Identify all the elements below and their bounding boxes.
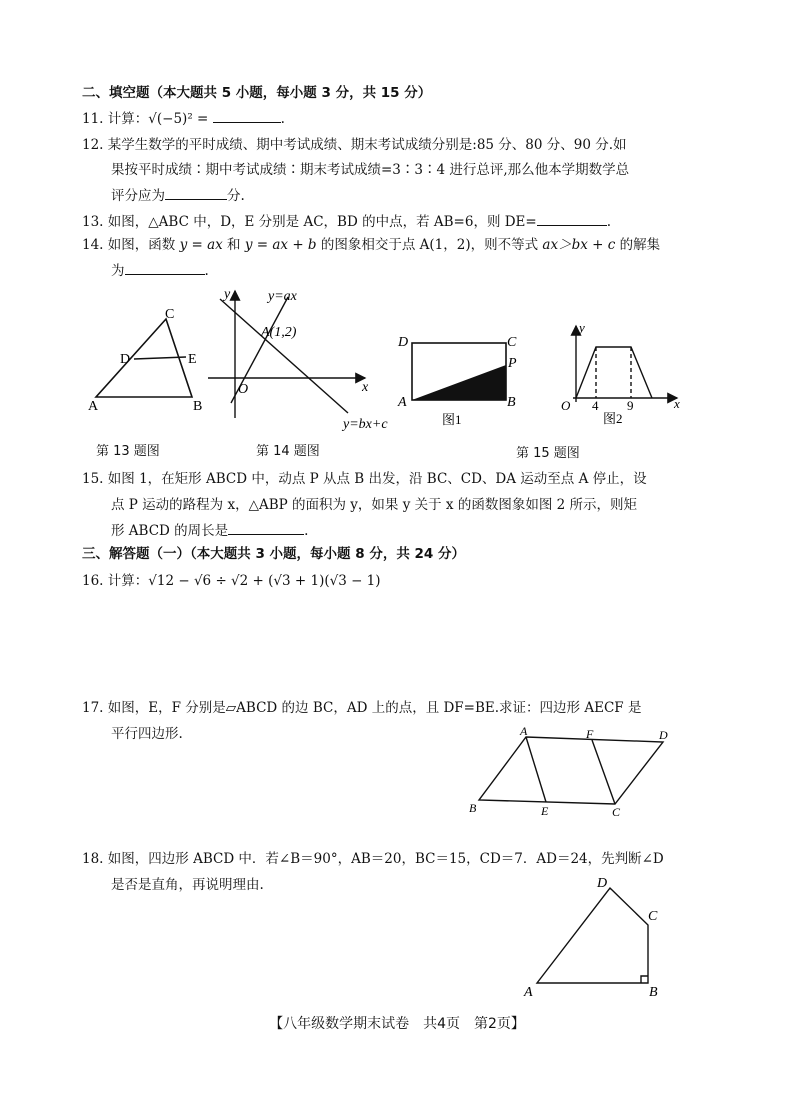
fig15b-graph: [576, 347, 652, 398]
q14-function-2: y = ax + b: [244, 237, 317, 253]
fig14-caption: 第 14 题图: [256, 444, 320, 459]
fig15a-label-b: B: [507, 395, 516, 410]
quadrilateral-abcd: [537, 888, 648, 983]
right-angle-mark-b: [641, 976, 648, 983]
q15-line-3a: 形 ABCD 的周长是: [111, 523, 229, 539]
q12-line-3a: 评分应为: [111, 188, 165, 204]
fig13-label-d: D: [120, 352, 131, 367]
fig15b-label-x: x: [674, 396, 680, 411]
q14-inequality: ax＞bx + c: [542, 237, 616, 253]
q11-answer-blank[interactable]: [213, 109, 281, 123]
fig13-label-b: B: [193, 399, 203, 414]
figure-15-2: [555, 320, 685, 428]
q11-expression: √(−5)² =: [148, 111, 209, 127]
question-15: [82, 470, 647, 488]
fig17-label-d: D: [659, 728, 668, 742]
figure-13: [86, 306, 208, 414]
q11-end: .: [280, 111, 285, 127]
question-11: [82, 109, 285, 128]
q14-text-b: 和: [222, 237, 245, 253]
q14-line-2: [111, 261, 209, 280]
q15-line-2: 点 P 运动的路程为 x，△ABP 的面积为 y，如果 y 关于 x 的函数图象如图 2 所示，则矩: [111, 497, 637, 513]
q15-line-3b: .: [304, 523, 309, 539]
fig15b-tick-4: 4: [592, 398, 599, 413]
fig18-label-a: A: [524, 985, 533, 1000]
figure-18: [520, 870, 670, 1000]
fig14-label-line-1: y=ax: [268, 289, 297, 304]
q17-line-2: 平行四边形.: [111, 726, 183, 742]
fig15a-label-a: A: [398, 395, 407, 410]
parallelogram-abcd: [479, 737, 663, 804]
q14-answer-blank[interactable]: [125, 261, 205, 275]
question-13: [82, 212, 611, 231]
fig17-label-b: B: [469, 801, 477, 815]
figure-14: [205, 283, 395, 433]
q14-text-c: 的图象相交于点 A(1，2)，则不等式: [316, 237, 543, 253]
fig17-label-c: C: [612, 805, 621, 819]
fig13-label-e: E: [188, 352, 197, 367]
figure-17: [466, 724, 686, 820]
segment-ae: [526, 737, 546, 802]
q15-answer-blank[interactable]: [228, 521, 304, 535]
question-16: [82, 572, 381, 590]
fig18-label-c: C: [648, 909, 658, 924]
q11-number: 11.: [82, 111, 104, 127]
q12-answer-blank[interactable]: [165, 186, 227, 200]
q12-line-1: 某学生数学的平时成绩、期中考试成绩、期末考试成绩分别是:85 分、80 分、90 分.如: [107, 137, 627, 153]
q14-line-2b: .: [204, 263, 209, 279]
q15-line-3: [111, 521, 308, 540]
section-3-title: 三、解答题（一）（本大题共 3 小题，每小题 8 分，共 24 分）: [82, 546, 466, 562]
fig14-label-point-a: A(1,2): [261, 325, 297, 340]
question-17: [82, 699, 641, 717]
q12-line-3b: 分.: [227, 188, 245, 204]
q13-answer-blank[interactable]: [537, 212, 607, 226]
q16-expression: √12 − √6 ÷ √2 + (√3 + 1)(√3 − 1): [148, 573, 381, 589]
fig15a-label-c: C: [507, 335, 517, 350]
fig13-label-c: C: [165, 307, 175, 322]
fig15a-caption: 图1: [442, 412, 462, 427]
fig14-label-line-2: y=bx+c: [343, 417, 388, 432]
q14-text-d: 的解集: [615, 237, 661, 253]
fig15b-tick-9: 9: [627, 398, 634, 413]
q18-number: 18.: [82, 851, 104, 867]
fig18-label-d: D: [597, 876, 608, 891]
q14-text-a: 如图，函数: [107, 237, 180, 253]
fig15-caption: 第 15 题图: [516, 446, 580, 461]
fig15b-label-o: O: [561, 398, 571, 413]
q12-number: 12.: [82, 137, 104, 153]
q12-line-2: 果按平时成绩∶期中考试成绩∶期末考试成绩=3∶3∶4 进行总评,那么他本学期数学总: [111, 162, 630, 178]
question-12: [82, 136, 627, 154]
q18-line-2: 是否是直角，再说明理由.: [111, 877, 264, 893]
fig13-label-a: A: [88, 399, 99, 414]
q14-line-2a: 为: [111, 263, 125, 279]
fig18-label-b: B: [649, 985, 658, 1000]
q14-function-1: y = ax: [179, 237, 223, 253]
question-14: [82, 236, 660, 254]
section-2-title: 二、填空题（本大题共 5 小题，每小题 3 分，共 15 分）: [82, 85, 432, 101]
q17-number: 17.: [82, 700, 104, 716]
fig17-label-a: A: [520, 724, 528, 738]
fig15b-label-y: y: [579, 320, 585, 335]
fig17-label-e: E: [541, 804, 549, 818]
q13-end: .: [606, 214, 612, 230]
q13-number: 13.: [82, 214, 104, 230]
fig15b-caption: 图2: [603, 411, 623, 426]
fig13-caption: 第 13 题图: [96, 444, 160, 459]
q15-line-1: 如图 1，在矩形 ABCD 中，动点 P 从点 B 出发，沿 BC、CD、DA 运动至点 A 停止，设: [107, 471, 647, 487]
q12-line-3: [111, 186, 245, 205]
segment-de: [134, 357, 186, 359]
fig15a-label-p: P: [508, 356, 517, 371]
figure-15-1: [396, 330, 526, 430]
triangle-abp: [412, 365, 506, 400]
fig15a-label-d: D: [398, 335, 409, 350]
q13-text: 如图，△ABC 中，D，E 分别是 AC，BD 的中点，若 AB=6，则 DE=: [107, 214, 537, 230]
q17-line-1: 如图，E，F 分别是▱ABCD 的边 BC，AD 上的点，且 DF=BE.求证：四边形 AECF 是: [107, 700, 642, 716]
q16-text: 计算：: [107, 573, 149, 589]
fig14-label-y: y: [224, 287, 231, 302]
segment-fc: [592, 740, 615, 804]
q11-text: 计算：: [107, 111, 149, 127]
q18-line-1: 如图，四边形 ABCD 中．若∠B＝90°，AB＝20，BC＝15，CD＝7．AD＝24，先判断∠D: [107, 851, 664, 867]
q14-number: 14.: [82, 237, 104, 253]
q15-number: 15.: [82, 471, 104, 487]
page-footer: 【八年级数学期末试卷 共4页 第2页】: [269, 1016, 525, 1032]
q16-number: 16.: [82, 573, 104, 589]
question-18: [82, 850, 664, 868]
fig14-label-x: x: [362, 380, 369, 395]
fig17-label-f: F: [586, 727, 594, 741]
fig14-label-o: O: [238, 382, 249, 397]
